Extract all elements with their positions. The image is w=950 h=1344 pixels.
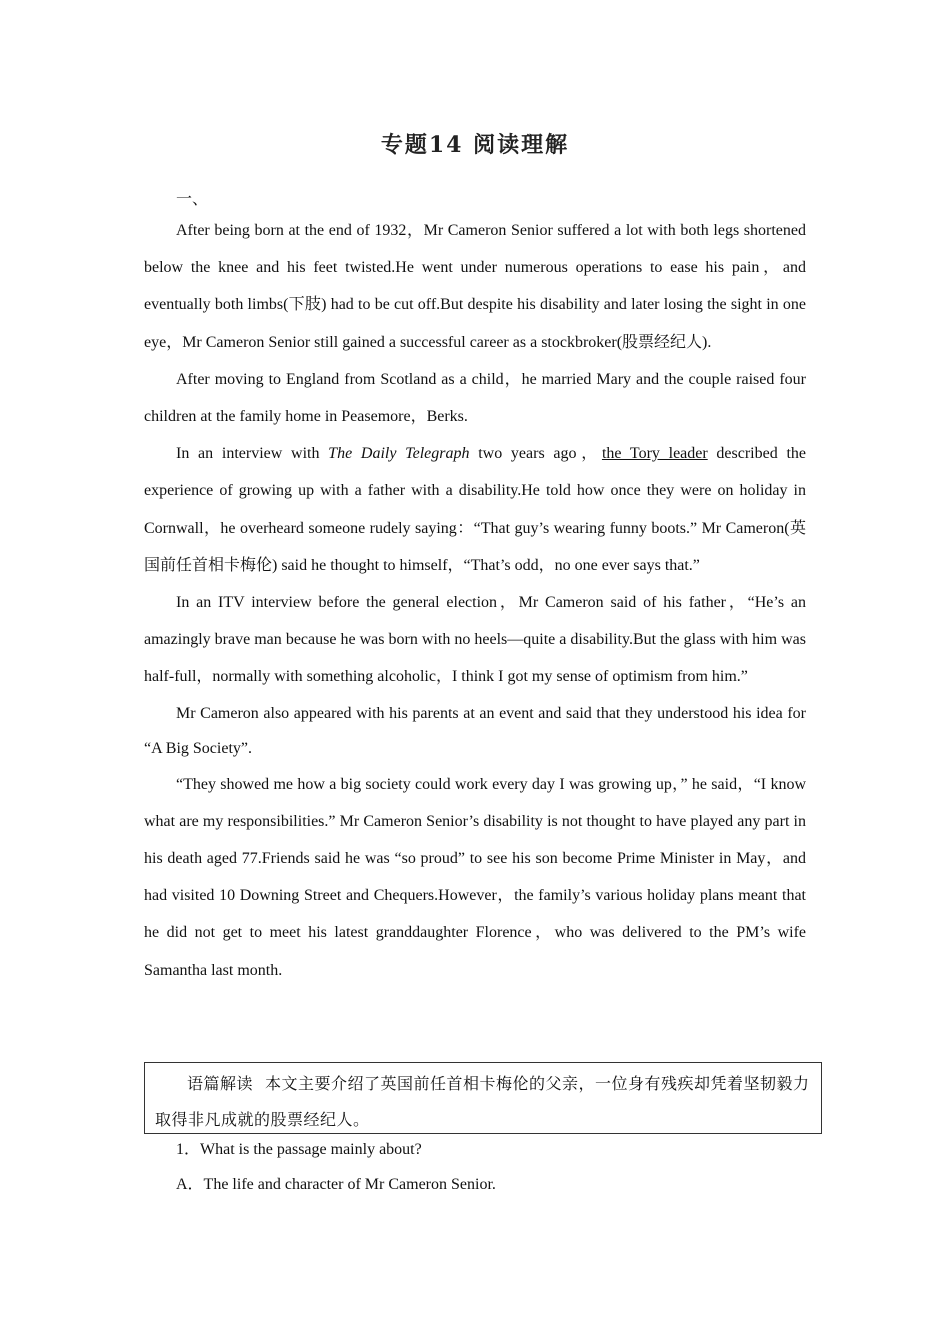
question-1: 1．What is the passage mainly about? (176, 1141, 422, 1158)
paragraph-2: After moving to England from Scotland as a child，he married Mary and the couple raised four children at the family home in Peasemore，Berks. (144, 370, 806, 426)
para3-text-3: described the experience of growing up with a father with a disability.He told how once they were on holiday in Cornwall，he overheard someone rudely saying：“That guy’s wearing funny boots.” Mr Cameron(英国前任首相卡梅伦) said he thought to himself，“That’s odd，no one ever says that.” (144, 445, 806, 574)
para3-text-1: In an interview with (176, 445, 329, 463)
paragraph-1: After being born at the end of 1932，Mr Cameron Senior suffered a lot with both legs shortened below the knee and his feet twisted.He went under numerous operations to ease his pain，and eventually both limbs(下肢) had to be cut off.But despite his disability and later losing the sight in one eye，Mr Cameron Senior still gained a successful career as a stockbroker(股票经纪人). (144, 222, 806, 351)
paragraph-5: Mr Cameron also appeared with his parents at an event and said that they understood his idea for “A Big Society”. (144, 704, 806, 757)
para3-text-2: two years ago， (469, 445, 602, 463)
paragraph-3 (144, 435, 806, 584)
interpretation-label: 语篇解读 (187, 1074, 254, 1093)
questions (176, 1132, 496, 1202)
paragraph-4: In an ITV interview before the general election，Mr Cameron said of his father，“He’s an amazingly brave man because he was born with no heels—quite a disability.But the glass with him was half-full，normally with something alcoholic，I think I got my sense of optimism from him.” (144, 594, 806, 686)
interpretation-body: 本文主要介绍了英国前任首相卡梅伦的父亲，一位身有残疾却凭着坚韧毅力取得非凡成就的股票经纪人。 (155, 1074, 810, 1129)
interpretation-box (144, 1062, 822, 1134)
section-label: 一、 (176, 189, 209, 208)
newspaper-name: The Daily Telegraph (328, 445, 470, 463)
page-title: 专题14 阅读理解 (380, 132, 570, 158)
paragraph-6: “They showed me how a big society could work every day I was growing up，” he said，“I know what are my responsibilities.” Mr Cameron Senior’s disability is not thought to have played any part in his death aged 77.Friends said he was “so proud” to see his son become Prime Minister in May，and had visited 10 Downing Street and Chequers.However，the family’s various holiday plans meant that he did not get to meet his latest granddaughter Florence，who was delivered to the PM’s wife Samantha last month. (144, 775, 807, 979)
option-a: A．The life and character of Mr Cameron Senior. (176, 1176, 496, 1193)
interpretation-text (155, 1066, 811, 1138)
underlined-phrase: the Tory leader (601, 445, 708, 463)
passage (144, 212, 806, 989)
